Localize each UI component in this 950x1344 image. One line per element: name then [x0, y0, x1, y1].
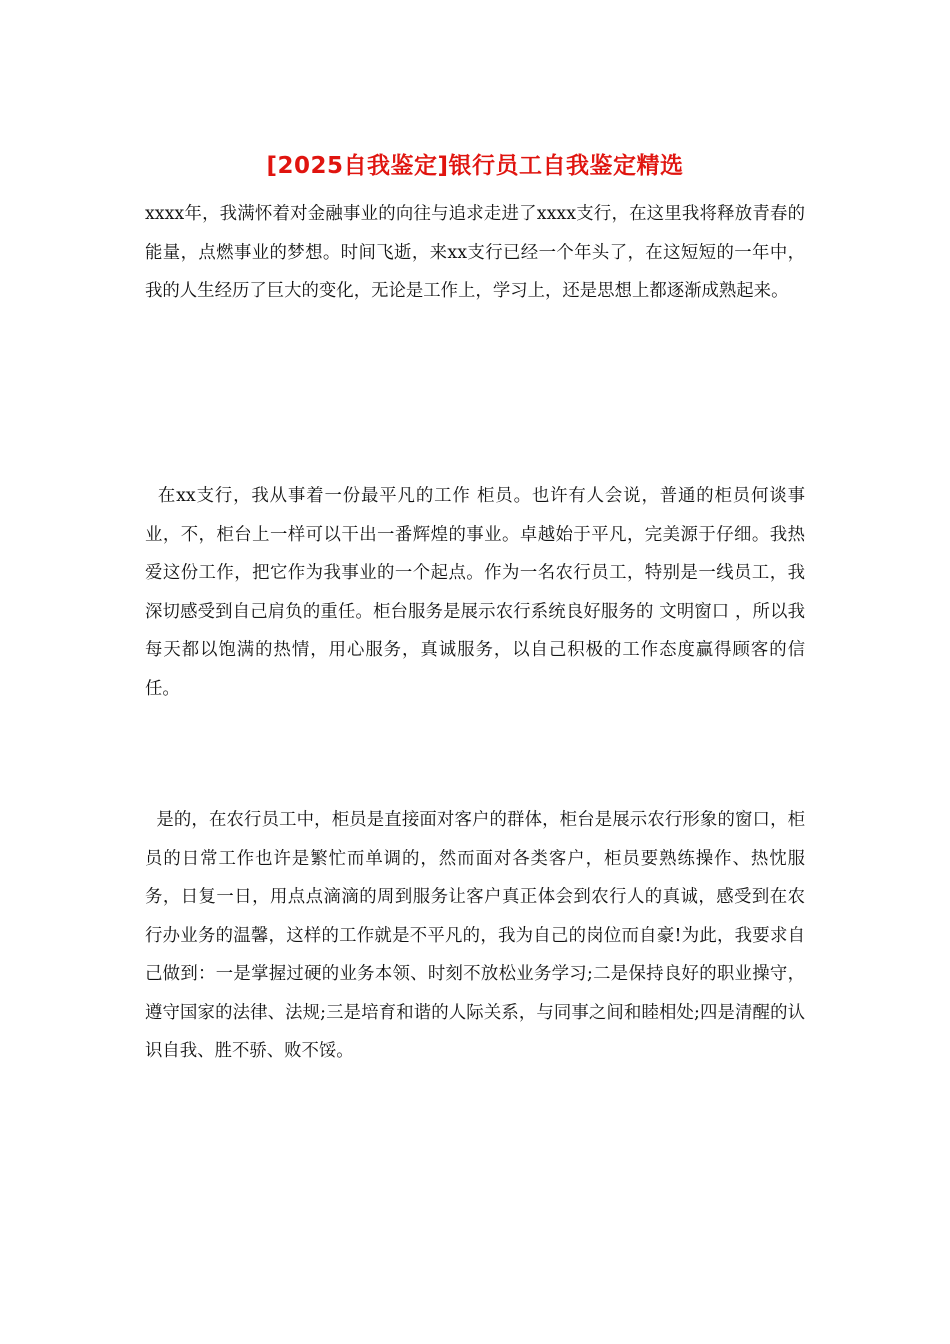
document-title: [2025自我鉴定]银行员工自我鉴定精选: [266, 153, 684, 179]
paragraph-1: xxxx年，我满怀着对金融事业的向往与追求走进了xxxx支行，在这里我将释放青春的能量，点燃事业的梦想。时间飞逝，来xx支行已经一个年头了，在这短短的一年中，我的人生经历了巨大的变化，无论是工作上，学习上，还是思想上都逐渐成熟起来。: [145, 204, 805, 301]
paragraph-2: 在xx支行，我从事着一份最平凡的工作 柜员。也许有人会说，普通的柜员何谈事业，不，柜台上一样可以干出一番辉煌的事业。卓越始于平凡，完美源于仔细。我热爱这份工作，把它作为我事业的一个起点。作为一名农行员工，特别是一线员工，我深切感受到自己肩负的重任。柜台服务是展示农行系统良好服务的 文明窗口 ，所以我每天都以饱满的热情，用心服务，真诚服务，以自己积极的工作态度赢得顾客的信任。: [145, 486, 805, 699]
paragraph-3: 是的，在农行员工中，柜员是直接面对客户的群体，柜台是展示农行形象的窗口，柜员的日常工作也许是繁忙而单调的，然而面对各类客户，柜员要熟练操作、热忱服务，日复一日，用点点滴滴的周到服务让客户真正体会到农行人的真诚，感受到在农行办业务的温馨，这样的工作就是不平凡的，我为自己的岗位而自豪!为此，我要求自己做到：一是掌握过硬的业务本领、时刻不放松业务学习;二是保持良好的职业操守，遵守国家的法律、法规;三是培育和谐的人际关系，与同事之间和睦相处;四是清醒的认识自我、胜不骄、败不馁。: [145, 810, 805, 1061]
